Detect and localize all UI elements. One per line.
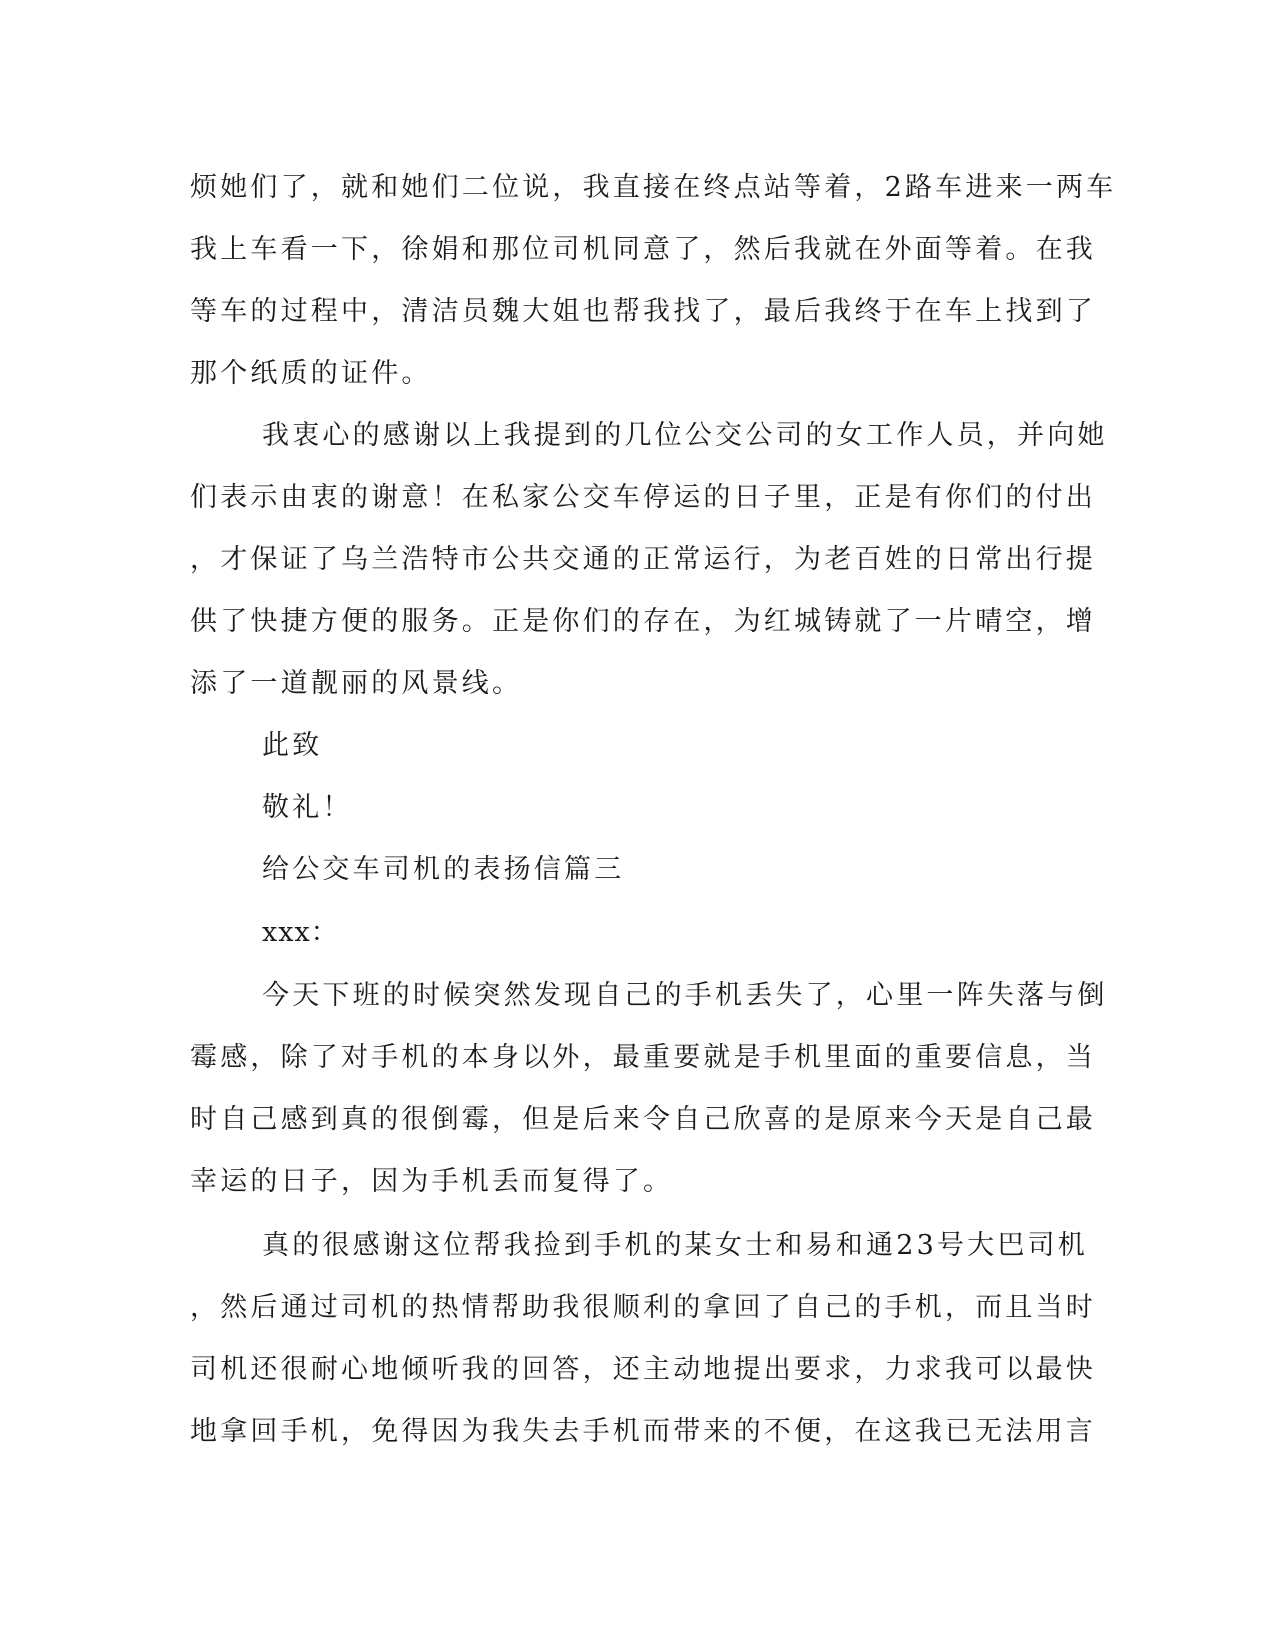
body-text-line: 供了快捷方便的服务。正是你们的存在，为红城铸就了一片晴空，增 — [190, 606, 1096, 637]
body-text-line: 地拿回手机，免得因为我失去手机而带来的不便，在这我已无法用言 — [190, 1416, 1096, 1447]
body-text-line: ，然后通过司机的热情帮助我很顺利的拿回了自己的手机，而且当时 — [190, 1292, 1096, 1323]
body-text-line: 时自己感到真的很倒霉，但是后来令自己欣喜的是原来今天是自己最 — [190, 1104, 1096, 1135]
body-text-line: 们表示由衷的谢意！在私家公交车停运的日子里，正是有你们的付出 — [190, 482, 1096, 513]
paragraph-start-line: 今天下班的时候突然发现自己的手机丢失了，心里一阵失落与倒 — [262, 980, 1108, 1011]
section-heading: 给公交车司机的表扬信篇三 — [262, 854, 625, 885]
letter-recipient: xxx： — [262, 917, 339, 948]
closing-regards: 敬礼！ — [262, 792, 353, 823]
body-text-line: 司机还很耐心地倾听我的回答，还主动地提出要求，力求我可以最快 — [190, 1354, 1096, 1385]
body-text-line: 幸运的日子，因为手机丢而复得了。 — [190, 1166, 674, 1197]
body-text-line: 霉感，除了对手机的本身以外，最重要就是手机里面的重要信息，当 — [190, 1042, 1096, 1073]
body-text-line: 那个纸质的证件。 — [190, 358, 432, 389]
closing-salutation: 此致 — [262, 730, 323, 761]
body-text-line: 添了一道靓丽的风景线。 — [190, 668, 523, 699]
paragraph-start-line: 真的很感谢这位帮我捡到手机的某女士和易和通23号大巴司机 — [262, 1230, 1088, 1261]
body-text-line: 烦她们了，就和她们二位说，我直接在终点站等着，2路车进来一两车 — [190, 172, 1117, 203]
body-text-line: 我上车看一下，徐娟和那位司机同意了，然后我就在外面等着。在我 — [190, 234, 1096, 265]
body-text-line: ，才保证了乌兰浩特市公共交通的正常运行，为老百姓的日常出行提 — [190, 544, 1096, 575]
body-text-line: 等车的过程中，清洁员魏大姐也帮我找了，最后我终于在车上找到了 — [190, 296, 1096, 327]
paragraph-start-line: 我衷心的感谢以上我提到的几位公交公司的女工作人员，并向她 — [262, 420, 1108, 451]
